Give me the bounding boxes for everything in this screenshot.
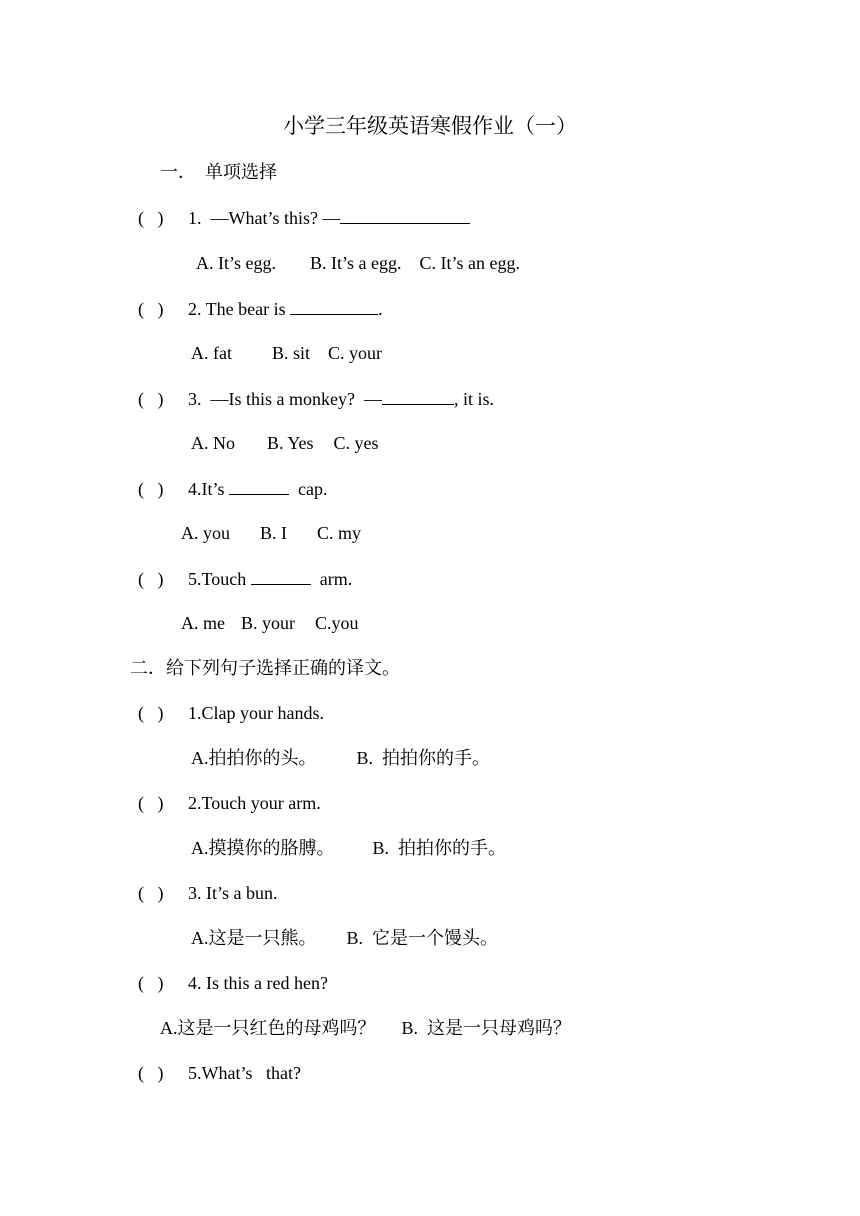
question-text: 3. It’s a bun. bbox=[188, 883, 278, 903]
s2-q4 bbox=[138, 971, 328, 995]
option-b: B. 拍拍你的手。 bbox=[372, 838, 507, 858]
s2-q1-options bbox=[191, 746, 490, 770]
option-a: A. fat bbox=[191, 343, 232, 363]
question-text-end: , it is. bbox=[453, 389, 494, 409]
answer-blank[interactable] bbox=[229, 476, 289, 495]
document-title: 小学三年级英语寒假作业（一） bbox=[283, 114, 577, 138]
option-a: A. It’s egg. bbox=[196, 253, 276, 273]
option-a: A.这是一只熊。 bbox=[191, 928, 317, 948]
s2-q3 bbox=[138, 881, 278, 905]
option-c: C. my bbox=[317, 523, 362, 543]
option-a: A. No bbox=[191, 433, 235, 453]
question-text: 1.Clap your hands. bbox=[188, 703, 324, 723]
question-text-end: cap. bbox=[289, 479, 328, 499]
answer-paren[interactable]: ( ) bbox=[138, 299, 164, 319]
question-text: 4.It’s bbox=[188, 479, 230, 499]
question-text: 5.What’s that? bbox=[188, 1063, 301, 1083]
question-text: 5.Touch bbox=[188, 569, 251, 589]
s1-q2-options bbox=[191, 341, 382, 365]
option-b: B. It’s a egg. bbox=[310, 253, 402, 273]
s1-q5-options bbox=[181, 611, 359, 635]
s1-q5 bbox=[138, 566, 352, 591]
option-c: C. your bbox=[328, 343, 382, 363]
question-text-end: arm. bbox=[310, 569, 353, 589]
option-b: B. your bbox=[241, 613, 295, 633]
question-text: 1. —What’s this? — bbox=[188, 208, 341, 228]
option-b: B. Yes bbox=[267, 433, 314, 453]
option-c: C.you bbox=[315, 613, 359, 633]
option-b: B. 拍拍你的手。 bbox=[356, 748, 491, 768]
s1-q2 bbox=[138, 296, 383, 321]
s1-q1 bbox=[138, 205, 470, 230]
s1-q1-options bbox=[196, 251, 520, 275]
answer-blank[interactable] bbox=[382, 386, 454, 405]
section2-heading: 二．给下列句子选择正确的译文。 bbox=[130, 658, 400, 678]
option-c: C. yes bbox=[333, 433, 379, 453]
s2-q2-options bbox=[191, 836, 506, 860]
answer-paren[interactable]: ( ) bbox=[138, 1063, 164, 1083]
s1-q4 bbox=[138, 476, 328, 501]
s2-q1 bbox=[138, 701, 324, 725]
option-a: A. you bbox=[181, 523, 230, 543]
option-c: C. It’s an egg. bbox=[419, 253, 520, 273]
answer-blank[interactable] bbox=[290, 296, 378, 315]
answer-paren[interactable]: ( ) bbox=[138, 703, 164, 723]
answer-paren[interactable]: ( ) bbox=[138, 208, 164, 228]
answer-paren[interactable]: ( ) bbox=[138, 569, 164, 589]
question-text: 4. Is this a red hen? bbox=[188, 973, 328, 993]
question-text: 2. The bear is bbox=[188, 299, 291, 319]
option-a: A.拍拍你的头。 bbox=[191, 748, 317, 768]
answer-paren[interactable]: ( ) bbox=[138, 883, 164, 903]
s1-q4-options bbox=[181, 521, 361, 545]
answer-paren[interactable]: ( ) bbox=[138, 973, 164, 993]
question-text: 2.Touch your arm. bbox=[188, 793, 321, 813]
answer-blank[interactable] bbox=[340, 205, 470, 224]
question-text-end: . bbox=[378, 299, 383, 319]
answer-paren[interactable]: ( ) bbox=[138, 479, 164, 499]
section1-heading: 一． 单项选择 bbox=[160, 162, 277, 182]
option-b: B. I bbox=[260, 523, 287, 543]
answer-paren[interactable]: ( ) bbox=[138, 389, 164, 409]
option-b: B. 它是一个馒头。 bbox=[346, 928, 499, 948]
option-a: A. me bbox=[181, 613, 225, 633]
s2-q5 bbox=[138, 1061, 301, 1085]
s2-q4-options bbox=[160, 1016, 571, 1040]
s1-q3 bbox=[138, 386, 494, 411]
option-b: B. sit bbox=[271, 343, 310, 363]
answer-paren[interactable]: ( ) bbox=[138, 793, 164, 813]
answer-blank[interactable] bbox=[251, 566, 311, 585]
option-a: A.这是一只红色的母鸡吗？ bbox=[160, 1018, 376, 1038]
question-text: 3. —Is this a monkey? — bbox=[188, 389, 382, 409]
s1-q3-options bbox=[191, 431, 379, 455]
option-a: A.摸摸你的胳膊。 bbox=[191, 838, 335, 858]
s2-q3-options bbox=[191, 926, 498, 950]
option-b: B. 这是一只母鸡吗？ bbox=[401, 1018, 572, 1038]
s2-q2 bbox=[138, 791, 321, 815]
